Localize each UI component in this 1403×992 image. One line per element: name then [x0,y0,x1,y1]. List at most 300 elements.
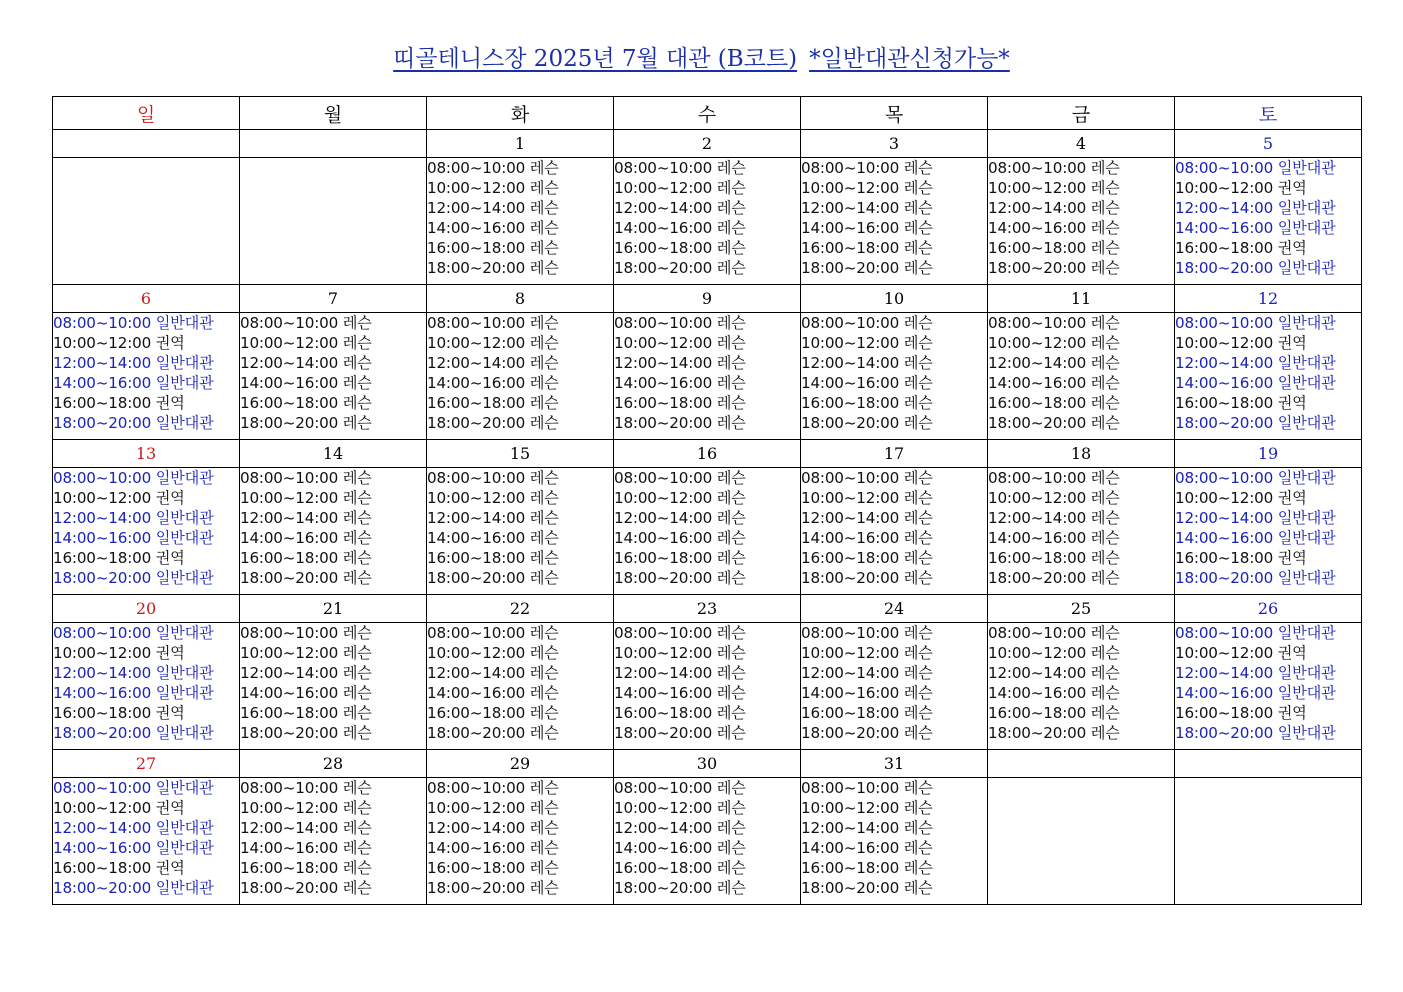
slot-type: 레슨 [716,489,746,507]
slot-time: 08:00~10:00 [240,469,339,487]
slot-time: 10:00~12:00 [801,644,900,662]
slot-time: 12:00~14:00 [988,199,1087,217]
slot-time: 12:00~14:00 [240,664,339,682]
weekday-header-row [53,97,1362,130]
slot-time: 10:00~12:00 [801,179,900,197]
slot-time: 18:00~20:00 [988,259,1087,277]
slot-type: 레슨 [1090,509,1120,527]
day-number: 23 [614,595,801,623]
slot-type: 레슨 [529,414,559,432]
time-slot [988,353,1174,373]
time-slot [614,158,800,178]
slot-type: 레슨 [1090,414,1120,432]
slot-type: 레슨 [903,179,933,197]
time-slot [988,683,1174,703]
slot-time: 12:00~14:00 [240,819,339,837]
slot-type: 레슨 [342,624,372,642]
slot-type: 레슨 [529,684,559,702]
slot-type: 레슨 [529,199,559,217]
slot-time: 14:00~16:00 [801,529,900,547]
day-number: 27 [53,750,240,778]
time-slot [988,413,1174,433]
slot-type: 레슨 [1090,259,1120,277]
time-slot [427,508,613,528]
slot-time: 08:00~10:00 [801,779,900,797]
slot-type: 일반대관 [1277,529,1336,547]
time-slot [1175,703,1361,723]
day-number: 16 [614,440,801,468]
slot-time: 10:00~12:00 [988,179,1087,197]
day-schedule-cell [801,778,988,905]
day-schedule-cell [614,623,801,750]
slot-time: 16:00~18:00 [240,704,339,722]
day-schedule-cell [988,313,1175,440]
slot-type: 레슨 [1090,239,1120,257]
slot-type: 레슨 [716,624,746,642]
week-slot-row [53,158,1362,285]
slot-type: 권역 [155,394,185,412]
slot-type: 레슨 [903,529,933,547]
time-slot [427,623,613,643]
time-slot [1175,333,1361,353]
slot-type: 레슨 [903,259,933,277]
time-slot [53,858,239,878]
slot-type: 레슨 [342,509,372,527]
slot-type: 레슨 [342,314,372,332]
time-slot [240,798,426,818]
time-slot [614,178,800,198]
slot-time: 10:00~12:00 [1175,179,1274,197]
slot-time: 12:00~14:00 [240,354,339,372]
slot-time: 12:00~14:00 [988,354,1087,372]
slot-time: 12:00~14:00 [801,509,900,527]
time-slot [1175,218,1361,238]
week-slot-row [53,313,1362,440]
slot-type: 레슨 [903,704,933,722]
slot-time: 16:00~18:00 [240,394,339,412]
slot-time: 08:00~10:00 [614,779,713,797]
slot-time: 16:00~18:00 [801,394,900,412]
slot-type: 권역 [1277,239,1307,257]
slot-time: 14:00~16:00 [988,684,1087,702]
week-date-row [53,440,1362,468]
slot-time: 16:00~18:00 [614,549,713,567]
slot-type: 레슨 [903,394,933,412]
day-schedule-cell [988,778,1175,905]
slot-type: 레슨 [342,469,372,487]
day-number: 28 [240,750,427,778]
slot-time: 14:00~16:00 [427,219,526,237]
time-slot [1175,488,1361,508]
time-slot [801,858,987,878]
slot-time: 18:00~20:00 [614,569,713,587]
slot-type: 일반대관 [155,509,214,527]
time-slot [427,838,613,858]
time-slot [988,528,1174,548]
slot-time: 14:00~16:00 [614,529,713,547]
slot-time: 16:00~18:00 [53,549,152,567]
slot-time: 12:00~14:00 [988,509,1087,527]
day-number: 3 [801,130,988,158]
slot-type: 일반대관 [1277,354,1336,372]
slot-type: 레슨 [716,859,746,877]
slot-time: 10:00~12:00 [240,334,339,352]
week-slot-row [53,623,1362,750]
slot-time: 14:00~16:00 [427,839,526,857]
time-slot [988,238,1174,258]
day-schedule-cell [53,468,240,595]
slot-type: 레슨 [529,704,559,722]
slot-time: 18:00~20:00 [427,569,526,587]
time-slot [427,333,613,353]
slot-time: 18:00~20:00 [614,414,713,432]
time-slot [801,178,987,198]
slot-type: 레슨 [903,414,933,432]
slot-type: 레슨 [1090,704,1120,722]
slot-type: 레슨 [1090,489,1120,507]
time-slot [1175,683,1361,703]
slot-type: 레슨 [716,549,746,567]
time-slot [427,703,613,723]
time-slot [240,723,426,743]
slot-time: 14:00~16:00 [1175,219,1274,237]
slot-time: 18:00~20:00 [801,259,900,277]
time-slot [614,218,800,238]
slot-type: 레슨 [342,799,372,817]
time-slot [427,393,613,413]
slot-time: 10:00~12:00 [53,489,152,507]
slot-time: 08:00~10:00 [988,624,1087,642]
day-schedule-cell [614,778,801,905]
slot-type: 레슨 [903,569,933,587]
slot-type: 권역 [1277,549,1307,567]
slot-type: 권역 [155,859,185,877]
slot-type: 레슨 [529,509,559,527]
slot-time: 14:00~16:00 [988,529,1087,547]
slot-type: 레슨 [1090,664,1120,682]
slot-time: 10:00~12:00 [614,334,713,352]
time-slot [427,158,613,178]
slot-type: 레슨 [903,644,933,662]
slot-type: 일반대관 [1277,569,1336,587]
day-schedule-cell [1175,623,1362,750]
day-schedule-cell [240,158,427,285]
slot-time: 14:00~16:00 [801,374,900,392]
time-slot [614,643,800,663]
day-schedule-cell [614,158,801,285]
slot-type: 레슨 [342,549,372,567]
slot-time: 08:00~10:00 [988,159,1087,177]
time-slot [614,333,800,353]
time-slot [614,258,800,278]
slot-time: 10:00~12:00 [801,334,900,352]
slot-time: 14:00~16:00 [427,684,526,702]
time-slot [240,568,426,588]
slot-time: 18:00~20:00 [53,879,152,897]
slot-type: 레슨 [716,314,746,332]
time-slot [1175,663,1361,683]
slot-time: 18:00~20:00 [801,414,900,432]
slot-type: 레슨 [529,549,559,567]
day-schedule-cell [1175,313,1362,440]
slot-type: 레슨 [903,219,933,237]
slot-time: 12:00~14:00 [240,509,339,527]
time-slot [53,353,239,373]
slot-time: 16:00~18:00 [53,859,152,877]
slot-type: 레슨 [1090,199,1120,217]
time-slot [53,818,239,838]
slot-type: 권역 [1277,704,1307,722]
slot-type: 권역 [155,549,185,567]
time-slot [801,643,987,663]
day-schedule-cell [240,313,427,440]
slot-time: 14:00~16:00 [1175,684,1274,702]
slot-time: 10:00~12:00 [1175,489,1274,507]
slot-time: 10:00~12:00 [614,179,713,197]
time-slot [1175,508,1361,528]
slot-time: 08:00~10:00 [801,159,900,177]
slot-time: 14:00~16:00 [53,529,152,547]
slot-time: 18:00~20:00 [427,724,526,742]
slot-time: 10:00~12:00 [427,179,526,197]
time-slot [1175,198,1361,218]
time-slot [614,313,800,333]
day-number [988,750,1175,778]
time-slot [240,663,426,683]
time-slot [1175,568,1361,588]
time-slot [801,723,987,743]
time-slot [427,683,613,703]
time-slot [240,878,426,898]
time-slot [614,413,800,433]
slot-type: 레슨 [903,664,933,682]
slot-type: 레슨 [716,819,746,837]
time-slot [988,488,1174,508]
day-number: 17 [801,440,988,468]
schedule-calendar [52,96,1362,905]
slot-time: 16:00~18:00 [801,239,900,257]
slot-type: 레슨 [529,354,559,372]
slot-type: 레슨 [716,414,746,432]
slot-type: 레슨 [716,394,746,412]
day-schedule-cell [53,313,240,440]
time-slot [427,238,613,258]
time-slot [614,683,800,703]
slot-time: 08:00~10:00 [614,469,713,487]
slot-type: 레슨 [716,259,746,277]
time-slot [240,818,426,838]
day-schedule-cell [801,313,988,440]
time-slot [1175,548,1361,568]
slot-time: 08:00~10:00 [53,624,152,642]
slot-time: 12:00~14:00 [427,354,526,372]
slot-time: 18:00~20:00 [427,879,526,897]
slot-time: 08:00~10:00 [988,314,1087,332]
slot-type: 레슨 [342,354,372,372]
day-number: 22 [427,595,614,623]
slot-time: 18:00~20:00 [53,569,152,587]
slot-time: 16:00~18:00 [427,239,526,257]
time-slot [801,333,987,353]
slot-time: 14:00~16:00 [801,839,900,857]
time-slot [1175,178,1361,198]
slot-type: 레슨 [716,529,746,547]
time-slot [53,723,239,743]
time-slot [427,548,613,568]
time-slot [614,723,800,743]
slot-time: 12:00~14:00 [427,664,526,682]
slot-time: 10:00~12:00 [614,799,713,817]
time-slot [614,468,800,488]
time-slot [801,258,987,278]
time-slot [240,703,426,723]
time-slot [53,798,239,818]
slot-type: 레슨 [342,819,372,837]
time-slot [614,548,800,568]
time-slot [988,723,1174,743]
slot-type: 권역 [155,334,185,352]
slot-time: 10:00~12:00 [53,334,152,352]
slot-type: 레슨 [903,239,933,257]
slot-time: 12:00~14:00 [1175,509,1274,527]
day-schedule-cell [427,158,614,285]
slot-type: 레슨 [529,819,559,837]
slot-time: 08:00~10:00 [801,624,900,642]
slot-time: 08:00~10:00 [427,624,526,642]
slot-time: 18:00~20:00 [427,414,526,432]
time-slot [427,258,613,278]
slot-time: 08:00~10:00 [53,779,152,797]
slot-time: 16:00~18:00 [53,704,152,722]
week-date-row [53,595,1362,623]
slot-time: 18:00~20:00 [801,724,900,742]
day-schedule-cell [240,623,427,750]
day-schedule-cell [614,468,801,595]
time-slot [53,778,239,798]
slot-time: 14:00~16:00 [614,684,713,702]
slot-time: 08:00~10:00 [240,314,339,332]
slot-time: 08:00~10:00 [1175,469,1274,487]
slot-type: 레슨 [342,569,372,587]
slot-type: 일반대관 [155,624,214,642]
slot-time: 10:00~12:00 [801,489,900,507]
day-schedule-cell [614,313,801,440]
time-slot [240,373,426,393]
time-slot [988,663,1174,683]
time-slot [801,683,987,703]
slot-type: 레슨 [529,259,559,277]
slot-type: 일반대관 [1277,219,1336,237]
slot-type: 레슨 [529,394,559,412]
slot-type: 일반대관 [155,529,214,547]
time-slot [614,778,800,798]
time-slot [988,258,1174,278]
slot-type: 레슨 [342,724,372,742]
slot-time: 14:00~16:00 [614,839,713,857]
slot-time: 08:00~10:00 [1175,159,1274,177]
slot-type: 일반대관 [1277,664,1336,682]
slot-type: 레슨 [342,644,372,662]
time-slot [1175,313,1361,333]
time-slot [1175,353,1361,373]
slot-type: 레슨 [1090,219,1120,237]
day-schedule-cell [801,468,988,595]
time-slot [614,353,800,373]
slot-time: 18:00~20:00 [988,569,1087,587]
time-slot [988,643,1174,663]
slot-type: 레슨 [716,374,746,392]
time-slot [801,488,987,508]
slot-time: 16:00~18:00 [614,859,713,877]
slot-type: 레슨 [903,354,933,372]
time-slot [53,508,239,528]
slot-type: 일반대관 [155,354,214,372]
time-slot [614,798,800,818]
slot-type: 레슨 [529,799,559,817]
time-slot [240,838,426,858]
slot-type: 레슨 [529,664,559,682]
slot-type: 레슨 [342,684,372,702]
slot-type: 레슨 [342,334,372,352]
day-number: 11 [988,285,1175,313]
day-number: 20 [53,595,240,623]
slot-type: 레슨 [903,489,933,507]
slot-time: 16:00~18:00 [614,394,713,412]
slot-type: 레슨 [903,819,933,837]
day-number: 13 [53,440,240,468]
time-slot [801,818,987,838]
slot-type: 레슨 [529,179,559,197]
slot-type: 레슨 [1090,469,1120,487]
slot-type: 레슨 [716,684,746,702]
slot-time: 16:00~18:00 [1175,394,1274,412]
day-schedule-cell [427,778,614,905]
slot-time: 18:00~20:00 [240,414,339,432]
slot-type: 일반대관 [155,779,214,797]
time-slot [801,548,987,568]
time-slot [427,413,613,433]
day-schedule-cell [988,158,1175,285]
slot-time: 08:00~10:00 [240,779,339,797]
slot-time: 12:00~14:00 [801,819,900,837]
slot-type: 레슨 [903,859,933,877]
time-slot [614,878,800,898]
slot-type: 권역 [1277,394,1307,412]
slot-time: 16:00~18:00 [801,704,900,722]
slot-time: 14:00~16:00 [240,839,339,857]
slot-type: 레슨 [903,684,933,702]
slot-type: 레슨 [529,469,559,487]
time-slot [427,778,613,798]
slot-time: 16:00~18:00 [53,394,152,412]
slot-time: 14:00~16:00 [614,374,713,392]
slot-time: 16:00~18:00 [427,394,526,412]
slot-time: 16:00~18:00 [240,549,339,567]
slot-time: 16:00~18:00 [801,549,900,567]
week-date-row [53,750,1362,778]
slot-type: 레슨 [529,859,559,877]
weekday-thu: 목 [801,97,988,130]
slot-time: 18:00~20:00 [614,259,713,277]
slot-time: 08:00~10:00 [1175,624,1274,642]
time-slot [240,333,426,353]
time-slot [427,488,613,508]
slot-time: 14:00~16:00 [53,374,152,392]
title-note: *일반대관신청가능* [809,46,1010,72]
slot-time: 10:00~12:00 [240,799,339,817]
slot-type: 일반대관 [155,684,214,702]
time-slot [1175,528,1361,548]
